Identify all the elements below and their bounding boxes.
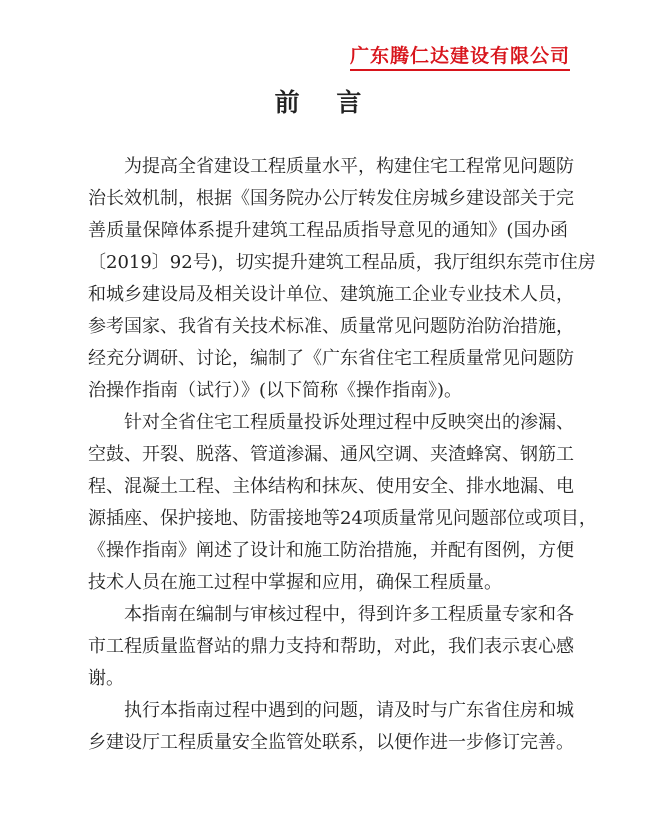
body-line: 乡建设厅工程质量安全监管处联系，以便作进一步修订完善。 <box>88 732 574 753</box>
body-line: 市工程质量监督站的鼎力支持和帮助，对此，我们表示衷心感 <box>88 636 574 657</box>
company-header: 广东腾仁达建设有限公司 <box>350 44 570 71</box>
body-line: 谢。 <box>88 668 124 689</box>
body-line: 空鼓、开裂、脱落、管道渗漏、通风空调、夹渣蜂窝、钢筋工 <box>88 444 574 465</box>
body-line: 《操作指南》阐述了设计和施工防治措施，并配有图例，方便 <box>88 540 574 561</box>
body-line: 参考国家、我省有关技术标准、质量常见问题防治防治措施， <box>88 316 574 337</box>
body-line: 为提高全省建设工程质量水平，构建住宅工程常见问题防 <box>124 156 574 177</box>
page-title: 前 言 <box>274 88 376 117</box>
body-line: 善质量保障体系提升建筑工程品质指导意见的通知》(国办函 <box>88 220 568 241</box>
body-line: 技术人员在施工过程中掌握和应用，确保工程质量。 <box>88 572 502 593</box>
body-line: 本指南在编制与审核过程中，得到许多工程质量专家和各 <box>124 604 574 625</box>
body-line: 执行本指南过程中遇到的问题，请及时与广东省住房和城 <box>124 700 574 721</box>
body-line: 经充分调研、讨论，编制了《广东省住宅工程质量常见问题防 <box>88 348 574 369</box>
body-line: 〔2019〕92号)，切实提升建筑工程品质，我厅组织东莞市住房 <box>88 252 596 273</box>
body-line: 治操作指南（试行）》(以下简称《操作指南》)。 <box>88 380 463 401</box>
body-line: 针对全省住宅工程质量投诉处理过程中反映突出的渗漏、 <box>124 412 574 433</box>
body-line: 源插座、保护接地、防雷接地等24项质量常见问题部位或项目， <box>88 508 597 529</box>
body-line: 和城乡建设局及相关设计单位、建筑施工企业专业技术人员， <box>88 284 574 305</box>
body-line: 程、混凝土工程、主体结构和抹灰、使用安全、排水地漏、电 <box>88 476 574 497</box>
body-line: 治长效机制，根据《国务院办公厅转发住房城乡建设部关于完 <box>88 188 574 209</box>
